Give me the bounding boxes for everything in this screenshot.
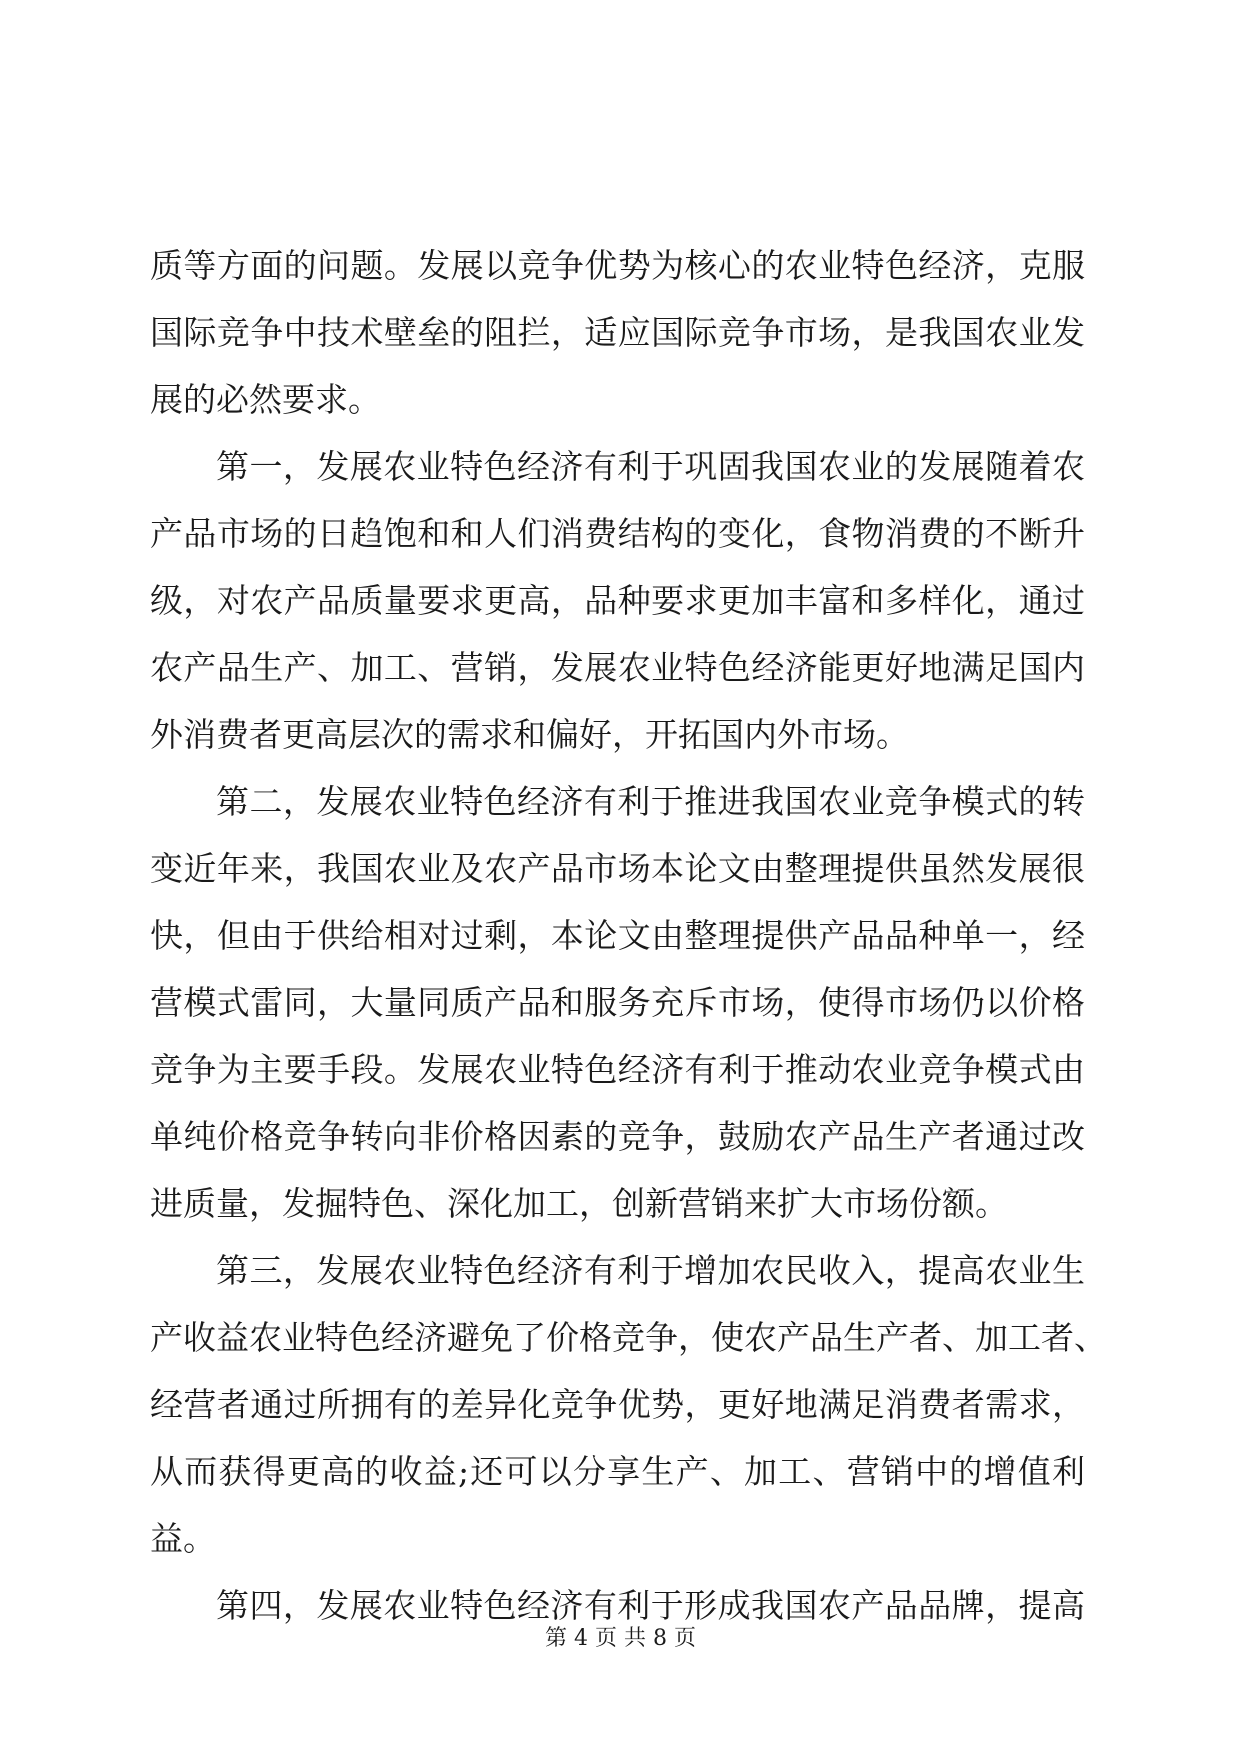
paragraph-line: 变近年来，我国农业及农产品市场本论文由整理提供虽然发展很: [150, 849, 1085, 888]
paragraph-line: 第四，发展农业特色经济有利于形成我国农产品品牌，提高: [216, 1586, 1085, 1625]
page-footer: 第 4 页 共 8 页: [545, 1626, 696, 1651]
paragraph-line: 国际竞争中技术壁垒的阻拦，适应国际竞争市场，是我国农业发: [150, 313, 1085, 352]
paragraph-line: 快，但由于供给相对过剩，本论文由整理提供产品品种单一，经: [150, 916, 1085, 955]
paragraph-line: 单纯价格竞争转向非价格因素的竞争，鼓励农产品生产者通过改: [150, 1117, 1085, 1156]
paragraph-line: 营模式雷同，大量同质产品和服务充斥市场，使得市场仍以价格: [150, 983, 1085, 1022]
paragraph-line: 产品市场的日趋饱和和人们消费结构的变化，食物消费的不断升: [150, 514, 1085, 553]
paragraph-line: 竞争为主要手段。发展农业特色经济有利于推动农业竞争模式由: [150, 1050, 1085, 1089]
paragraph-line: 从而获得更高的收益;还可以分享生产、加工、营销中的增值利: [150, 1452, 1085, 1491]
body-text: [150, 232, 1107, 1639]
paragraph-line: 外消费者更高层次的需求和偏好，开拓国内外市场。: [150, 715, 909, 754]
paragraph-line: 产收益农业特色经济避免了价格竞争，使农产品生产者、加工者、: [150, 1318, 1107, 1357]
paragraph-line: 农产品生产、加工、营销，发展农业特色经济能更好地满足国内: [150, 648, 1085, 687]
paragraph-line: 经营者通过所拥有的差异化竞争优势，更好地满足消费者需求，: [150, 1385, 1085, 1424]
paragraph-line: 第三，发展农业特色经济有利于增加农民收入，提高农业生: [216, 1251, 1085, 1290]
paragraph-line: 展的必然要求。: [150, 380, 381, 419]
paragraph-line: 益。: [150, 1519, 216, 1558]
paragraph-line: 进质量，发掘特色、深化加工，创新营销来扩大市场份额。: [150, 1184, 1008, 1223]
paragraph-line: 级，对农产品质量要求更高，品种要求更加丰富和多样化，通过: [150, 581, 1085, 620]
paragraph-line: 第二，发展农业特色经济有利于推进我国农业竞争模式的转: [216, 782, 1085, 821]
paragraph-line: 质等方面的问题。发展以竞争优势为核心的农业特色经济，克服: [150, 246, 1085, 285]
paragraph-line: 第一，发展农业特色经济有利于巩固我国农业的发展随着农: [216, 447, 1085, 486]
